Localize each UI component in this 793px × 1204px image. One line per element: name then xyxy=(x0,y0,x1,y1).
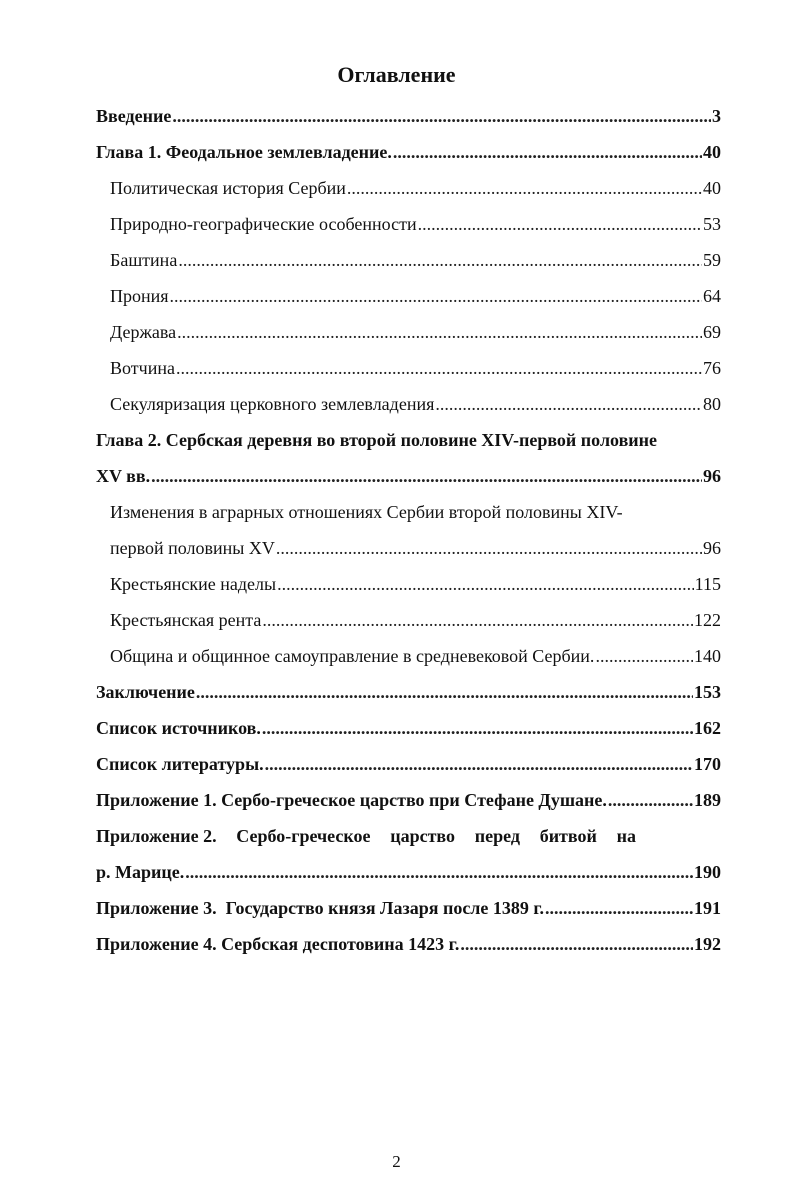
toc-entry-page: 96 xyxy=(703,466,721,486)
toc-entry-appendix-4 xyxy=(96,926,721,962)
toc-word: царство xyxy=(390,826,456,846)
toc-entry-label: Приложение 1. Сербо-греческое царство при Стефане Душане. xyxy=(96,790,607,810)
dot-leader xyxy=(276,530,702,566)
toc-entry-community xyxy=(96,638,721,674)
toc-entry-votchina xyxy=(96,350,721,386)
toc-entry-peasant-allotments xyxy=(96,566,721,602)
dot-leader xyxy=(347,170,702,206)
toc-word: Сербо-греческое xyxy=(236,826,371,846)
toc-entry-bashtina xyxy=(96,242,721,278)
toc-entry-page: 96 xyxy=(703,538,721,558)
toc-entry-page: 59 xyxy=(703,250,721,270)
dot-leader xyxy=(277,566,694,602)
toc-entry-page: 162 xyxy=(694,718,721,738)
toc-entry-geography xyxy=(96,206,721,242)
toc-entry-secularization xyxy=(96,386,721,422)
toc-entry-label: Крестьянские наделы xyxy=(110,574,277,594)
toc-entry-page: 122 xyxy=(694,610,721,630)
toc-entry-label: Крестьянская рента xyxy=(110,610,262,630)
toc-word: битвой xyxy=(539,826,597,846)
dot-leader xyxy=(393,134,702,170)
toc-entry-label: Глава 1. Феодальное землевладение. xyxy=(96,142,392,162)
toc-entry-literature xyxy=(96,746,721,782)
toc-entry-label: Вотчина xyxy=(110,358,175,378)
toc-entry-page: 115 xyxy=(694,574,721,594)
toc-entry-label: р. Марице. xyxy=(96,862,185,882)
dot-leader xyxy=(151,458,702,494)
toc-entry-agrarian-line-1: Изменения в аграрных отношениях Сербии второй половины XIV- xyxy=(110,502,623,522)
dot-leader xyxy=(170,278,702,314)
toc-entry-derzhava xyxy=(96,314,721,350)
toc-entry-label: Приложение 3. Государство князя Лазаря после 1389 г. xyxy=(96,898,545,918)
toc-entry-page: 40 xyxy=(703,178,721,198)
toc-entry-sources xyxy=(96,710,721,746)
toc-entry-label: Баштина xyxy=(110,250,178,270)
toc-entry-chapter-1 xyxy=(96,134,721,170)
dot-leader xyxy=(172,98,711,134)
toc-entry-page: 192 xyxy=(694,934,721,954)
toc-entry-label: Список литературы. xyxy=(96,754,264,774)
dot-leader xyxy=(176,350,702,386)
toc-entry-appendix-2-line-1 xyxy=(96,818,636,854)
toc-entry-page: 64 xyxy=(703,286,721,306)
toc-entry-page: 191 xyxy=(694,898,721,918)
dot-leader xyxy=(265,746,693,782)
toc-entry-chapter-2-line-1: Глава 2. Сербская деревня во второй половине XIV-первой половине xyxy=(96,430,658,450)
toc-entry-page: 189 xyxy=(694,790,721,810)
toc-entry-page: 40 xyxy=(703,142,721,162)
toc-entry-page: 80 xyxy=(703,394,721,414)
toc-entry-page: 170 xyxy=(694,754,721,774)
toc-entry-appendix-3 xyxy=(96,890,721,926)
toc-entry-label: Политическая история Сербии xyxy=(110,178,346,198)
toc-entry-political-history xyxy=(96,170,721,206)
dot-leader xyxy=(262,710,693,746)
toc-entry-pronia xyxy=(96,278,721,314)
toc-entry-chapter-2 xyxy=(96,458,721,494)
toc-word: на xyxy=(616,826,636,846)
toc-entry-appendix-1 xyxy=(96,782,721,818)
toc-entry-conclusion xyxy=(96,674,721,710)
toc-word: Приложение 2. xyxy=(96,826,217,846)
toc-entry-label: первой половины XV xyxy=(110,538,275,558)
toc-entry-peasant-rent xyxy=(96,602,721,638)
toc-word: перед xyxy=(474,826,520,846)
toc-entry-label: Введение xyxy=(96,106,172,126)
toc-entry-appendix-2 xyxy=(96,854,721,890)
toc-entry-page: 53 xyxy=(703,214,721,234)
toc-entry-label: Приложение 4. Сербская деспотовина 1423 г. xyxy=(96,934,460,954)
page-title: Оглавление xyxy=(337,62,456,87)
toc-entry-label: Заключение xyxy=(96,682,195,702)
toc-entry-label: Секуляризация церковного землевладения xyxy=(110,394,435,414)
dot-leader xyxy=(262,602,693,638)
toc-entry-page: 153 xyxy=(694,682,721,702)
toc-entry-introduction xyxy=(96,98,721,134)
dot-leader xyxy=(545,890,693,926)
toc-entry-label: Список источников. xyxy=(96,718,261,738)
toc-entry-page: 69 xyxy=(703,322,721,342)
dot-leader xyxy=(608,782,693,818)
toc-entry-agrarian xyxy=(96,530,721,566)
dot-leader xyxy=(595,638,693,674)
toc-entry-label: Природно-географические особенности xyxy=(110,214,417,234)
dot-leader xyxy=(185,854,693,890)
dot-leader xyxy=(435,386,702,422)
toc-entry-label: Держава xyxy=(110,322,177,342)
dot-leader xyxy=(418,206,702,242)
table-of-contents xyxy=(96,98,721,962)
toc-entry-label: Община и общинное самоуправление в средневековой Сербии. xyxy=(110,646,595,666)
toc-entry-page: 76 xyxy=(703,358,721,378)
toc-entry-label: XV вв. xyxy=(96,466,151,486)
dot-leader xyxy=(196,674,693,710)
dot-leader xyxy=(460,926,693,962)
dot-leader xyxy=(177,314,702,350)
dot-leader xyxy=(178,242,702,278)
toc-entry-label: Прония xyxy=(110,286,169,306)
toc-entry-page: 140 xyxy=(694,646,721,666)
page-number: 2 xyxy=(392,1152,401,1171)
toc-entry-page: 3 xyxy=(712,106,721,126)
toc-entry-page: 190 xyxy=(694,862,721,882)
